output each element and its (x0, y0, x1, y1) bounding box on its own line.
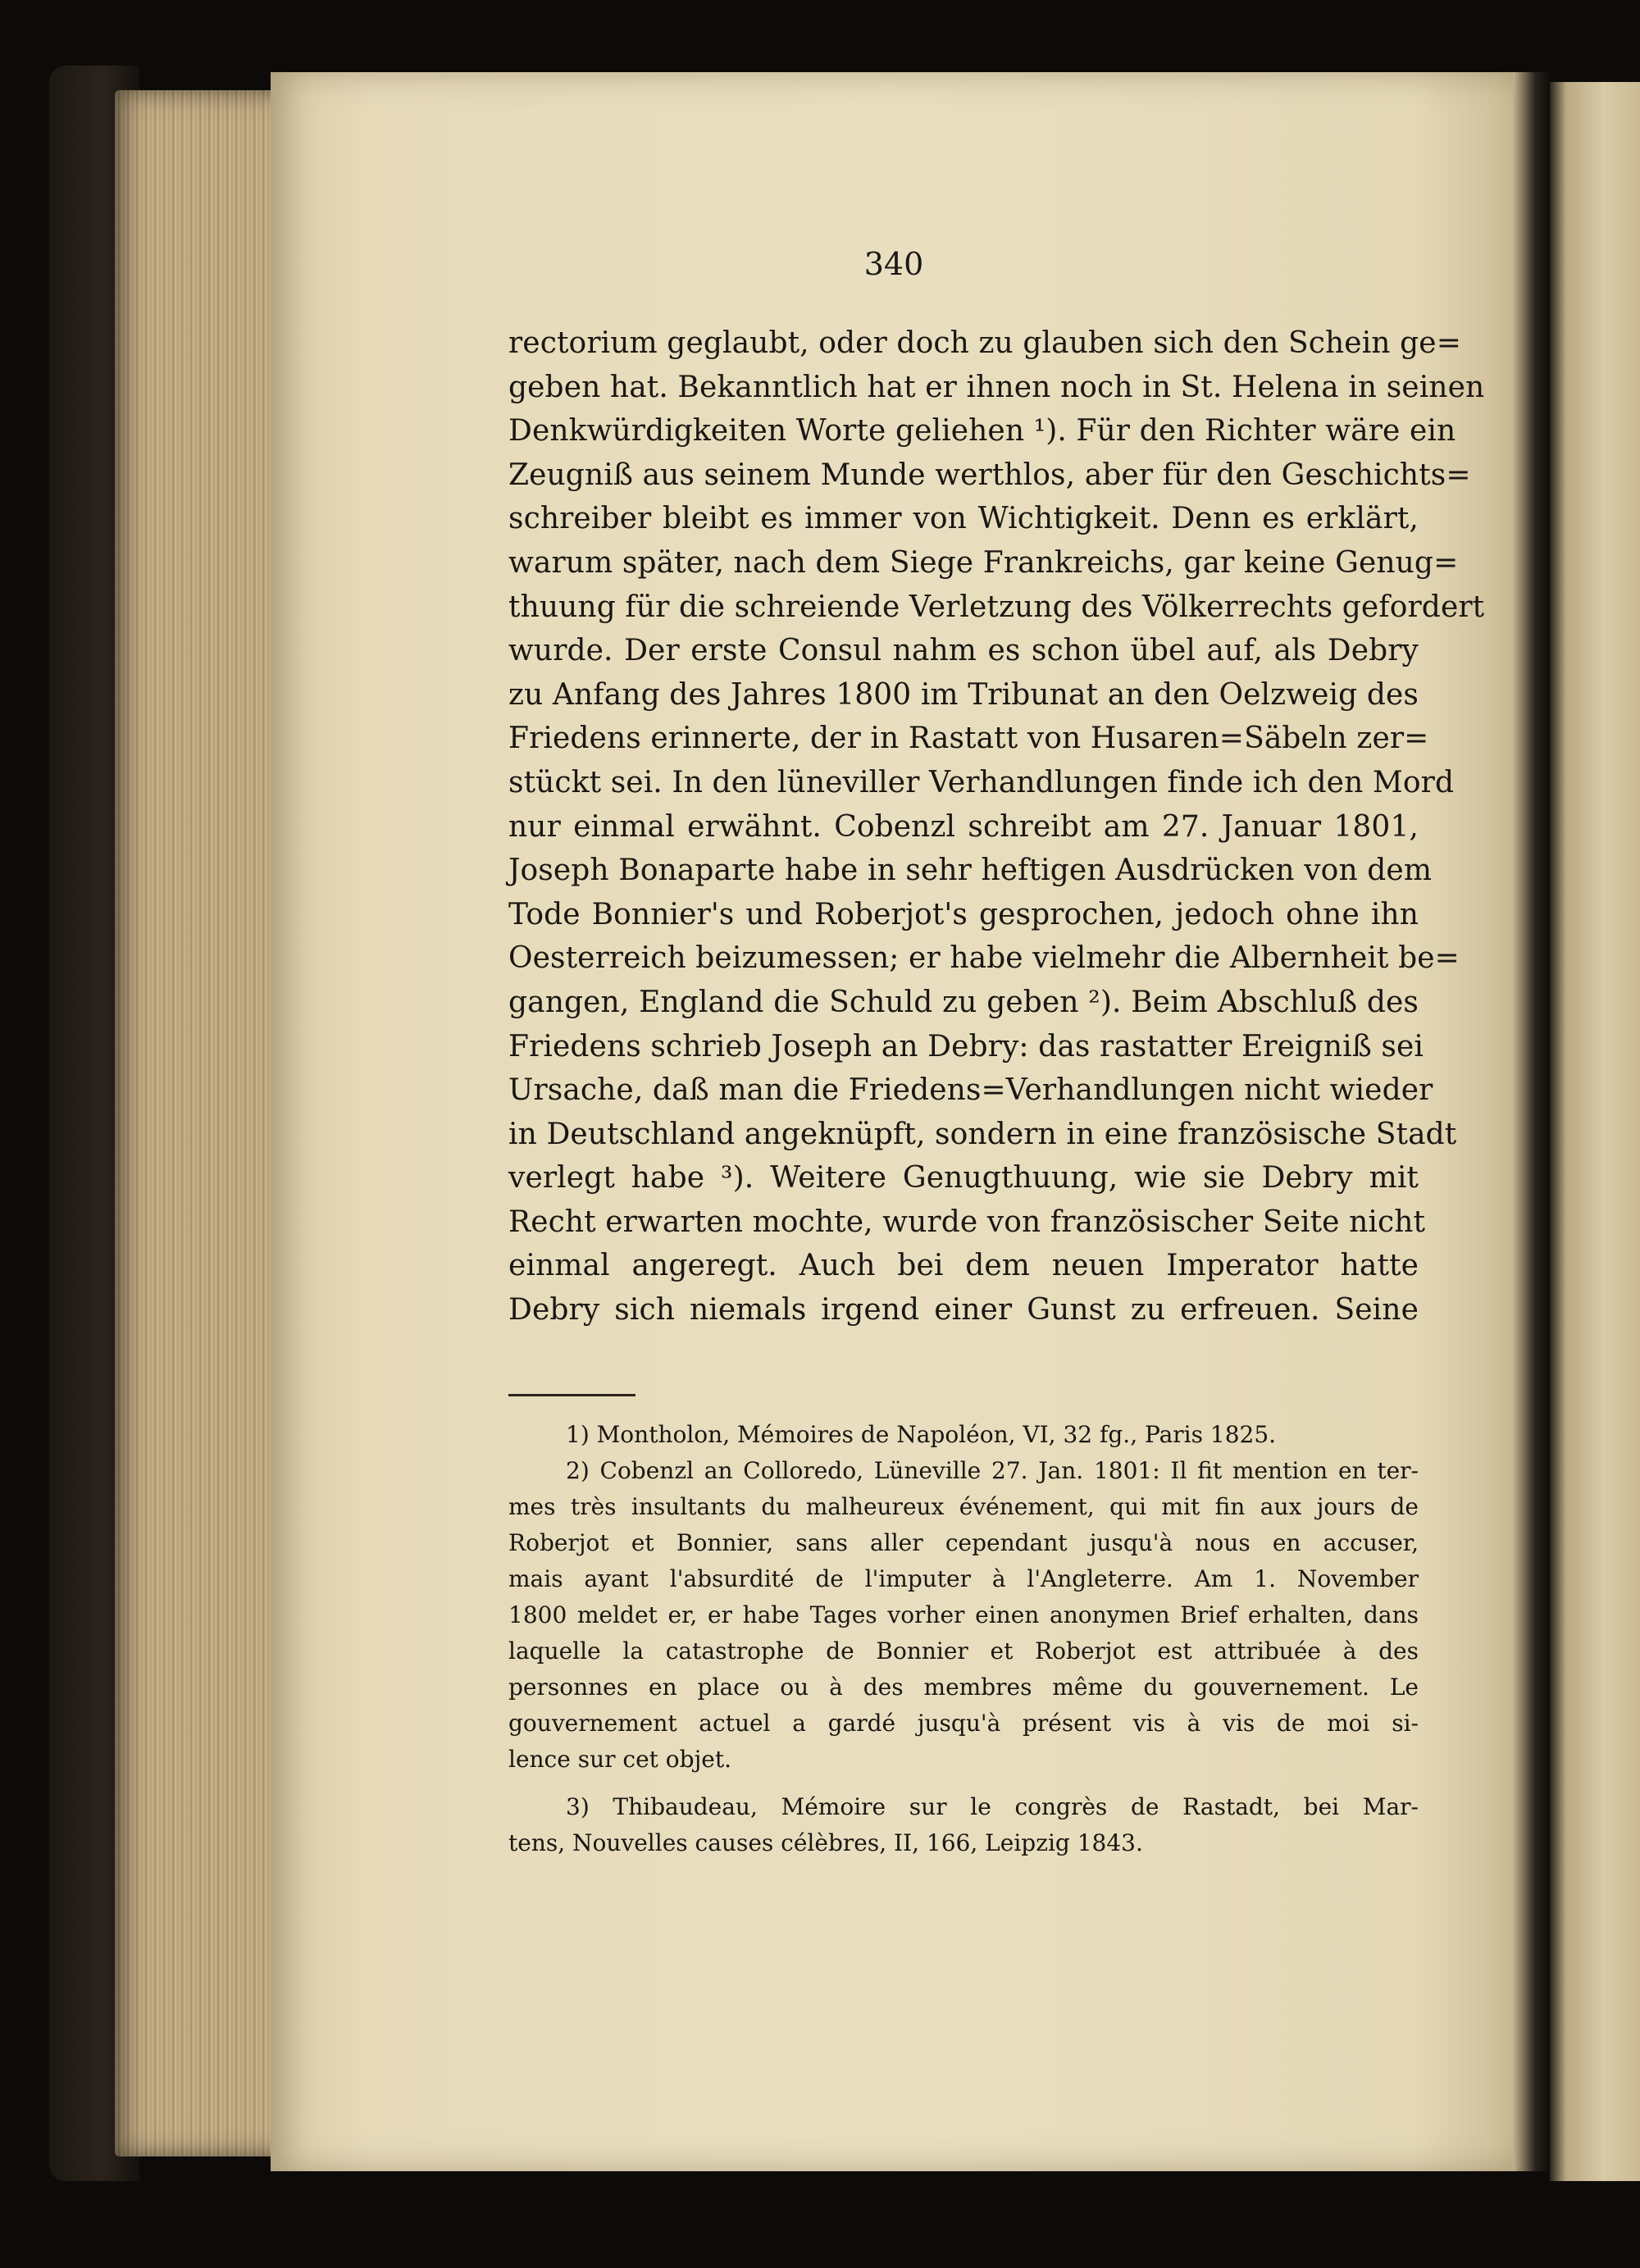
footnote-2-line: personnes en place ou à des membres même du gouvernement. Le (508, 1674, 1419, 1701)
footnote-2-line: lence sur cet objet. (508, 1746, 731, 1773)
body-line: warum später, nach dem Siege Frankreichs, gar keine Genug= (508, 545, 1459, 580)
body-line: stückt sei. In den lüneviller Verhandlungen finde ich den Mord (508, 765, 1455, 799)
body-line: rectorium geglaubt, oder doch zu glauben sich den Schein ge= (508, 326, 1461, 360)
body-line: thuung für die schreiende Verletzung des Völkerrechts gefordert (508, 590, 1485, 624)
footnote-1: 1) Montholon, Mémoires de Napoléon, VI, 32 fg., Paris 1825. (566, 1421, 1277, 1448)
body-line: zu Anfang des Jahres 1800 im Tribunat an den Oelzweig des (508, 677, 1419, 712)
body-line: Tode Bonnier's und Roberjot's gesprochen, jedoch ohne ihn (508, 897, 1419, 931)
footnote-3-line: 3) Thibaudeau, Mémoire sur le congrès de Rastadt, bei Mar- (566, 1793, 1419, 1820)
body-line: in Deutschland angeknüpft, sondern in eine französische Stadt (508, 1117, 1457, 1151)
body-line: wurde. Der erste Consul nahm es schon übel auf, als Debry (508, 634, 1419, 668)
body-line: schreiber bleibt es immer von Wichtigkeit. Denn es erklärt, (508, 502, 1419, 536)
facing-page-strip (1550, 82, 1640, 2181)
footnote-2-line: gouvernement actuel a gardé jusqu'à présent vis à vis de moi si- (508, 1710, 1419, 1737)
footnote-2-line: laquelle la catastrophe de Bonnier et Roberjot est attribuée à des (508, 1637, 1419, 1665)
footnote-gap (508, 1778, 1419, 1789)
body-line: Friedens schrieb Joseph an Debry: das rastatter Ereigniß sei (508, 1029, 1424, 1063)
body-line: nur einmal erwähnt. Cobenzl schreibt am 27. Januar 1801, (508, 809, 1419, 844)
body-line: einmal angeregt. Auch bei dem neuen Imperator hatte (508, 1249, 1419, 1283)
body-line: Friedens erinnerte, der in Rastatt von Husaren=Säbeln zer= (508, 722, 1429, 756)
body-text (508, 321, 1485, 1332)
page-number: 340 (863, 246, 924, 282)
footnote-2-line: 2) Cobenzl an Colloredo, Lüneville 27. Jan. 1801: Il fit mention en ter- (566, 1457, 1419, 1484)
footnote-2-line: 1800 meldet er, er habe Tages vorher einen anonymen Brief erhalten, dans (508, 1601, 1419, 1628)
footnote-3-line: tens, Nouvelles causes célèbres, II, 166, Leipzig 1843. (508, 1829, 1143, 1856)
footnote-2-line: mais ayant l'absurdité de l'imputer à l'Angleterre. Am 1. November (508, 1565, 1419, 1592)
footnote-rule (508, 1394, 636, 1396)
footnotes (508, 1417, 1419, 1861)
body-line: Joseph Bonaparte habe in sehr heftigen Ausdrücken von dem (508, 854, 1433, 888)
footnote-2-line: mes très insultants du malheureux événement, qui mit fin aux jours de (508, 1493, 1419, 1520)
body-line: Ursache, daß man die Friedens=Verhandlungen nicht wieder (508, 1073, 1433, 1108)
body-line: Recht erwarten mochte, wurde von französischer Seite nicht (508, 1205, 1426, 1239)
body-line: Debry sich niemals irgend einer Gunst zu erfreuen. Seine (508, 1293, 1419, 1328)
body-line: verlegt habe ³). Weitere Genugthuung, wie sie Debry mit (508, 1161, 1419, 1195)
body-line: gangen, England die Schuld zu geben ²). Beim Abschluß des (508, 985, 1419, 1019)
body-line: Denkwürdigkeiten Worte geliehen ¹). Für den Richter wäre ein (508, 414, 1456, 449)
body-line: Zeugniß aus seinem Munde werthlos, aber für den Geschichts= (508, 458, 1471, 492)
body-line: Oesterreich beizumessen; er habe vielmehr die Albernheit be= (508, 941, 1460, 976)
book-gutter (1513, 72, 1550, 2171)
body-line: geben hat. Bekanntlich hat er ihnen noch in St. Helena in seinen (508, 370, 1485, 404)
footnote-2-line: Roberjot et Bonnier, sans aller cependant jusqu'à nous en accuser, (508, 1529, 1419, 1556)
